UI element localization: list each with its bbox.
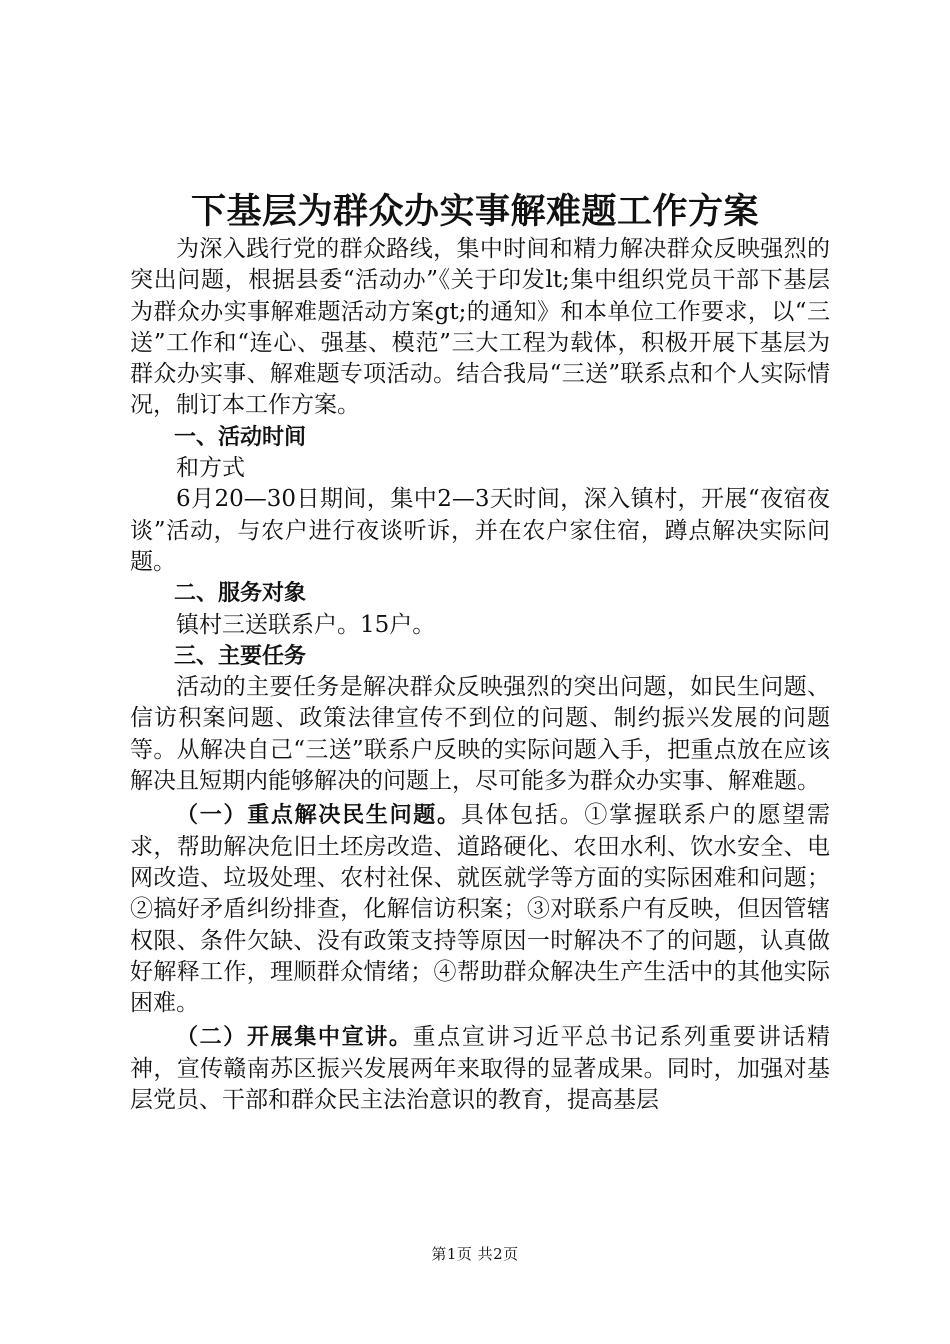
document-body	[130, 234, 830, 1116]
document-title: 下基层为群众办实事解难题工作方案	[190, 191, 759, 232]
service-target-paragraph: 镇村三送联系户。15户。	[176, 611, 436, 638]
task-item-livelihood	[130, 800, 830, 1019]
task-item-publicity	[130, 1022, 830, 1116]
intro-paragraph: 为深入践行党的群众路线，集中时间和精力解决群众反映强烈的突出问题，根据县委“活动办”《关于印发lt;集中组织党员干部下基层为群众办实事解难题活动方案gt;的通知》和本单位工作要求，以“三送”工作和“连心、强基、模范”三大工程为载体，积极开展下基层为群众办实事、解难题专项活动。结合我局“三送”联系点和个人实际情况，制订本工作方案。	[130, 236, 830, 419]
task-item-publicity-text: 重点宣讲习近平总书记系列重要讲话精神，宣传赣南苏区振兴发展两年来取得的显著成果。同时，加强对基层党员、干部和群众民主法治意识的教育，提高基层	[130, 1024, 830, 1114]
task-item-livelihood-lead: （一）重点解决民生问题。	[176, 803, 461, 829]
activity-time-paragraph: 6月20—30日期间，集中2—3天时间，深入镇村，开展“夜宿夜谈”活动，与农户进行夜谈听诉，并在农户家住宿，蹲点解决实际问题。	[130, 486, 830, 575]
task-item-publicity-lead: （二）开展集中宣讲。	[176, 1025, 413, 1051]
main-tasks-paragraph: 活动的主要任务是解决群众反映强烈的突出问题，如民生问题、信访积案问题、政策法律宣传不到位的问题、制约振兴发展的问题等。从解决自己“三送”联系户反映的实际问题入手，把重点放在应该解决且短期内能够解决的问题上，尽可能多为群众办实事、解难题。	[130, 674, 830, 795]
section-heading-service-target: 二、服务对象	[174, 581, 307, 607]
page-footer: 第1页 共2页	[431, 1245, 519, 1263]
section-heading-activity-time: 一、活动时间	[174, 424, 307, 450]
section-heading-main-tasks: 三、主要任务	[174, 643, 307, 669]
section-heading-continuation: 和方式	[176, 455, 245, 482]
task-item-livelihood-text: 具体包括。①掌握联系户的愿望需求，帮助解决危旧土坯房改造、道路硬化、农田水利、饮水安全、电网改造、垃圾处理、农村社保、就医就学等方面的实际困难和问题；②搞好矛盾纠纷排查，化解信访积案；③对联系户有反映，但因管辖权限、条件欠缺、没有政策支持等原因一时解决不了的问题，认真做好解释工作，理顺群众情绪；④帮助群众解决生产生活中的其他实际困难。	[130, 802, 830, 1017]
